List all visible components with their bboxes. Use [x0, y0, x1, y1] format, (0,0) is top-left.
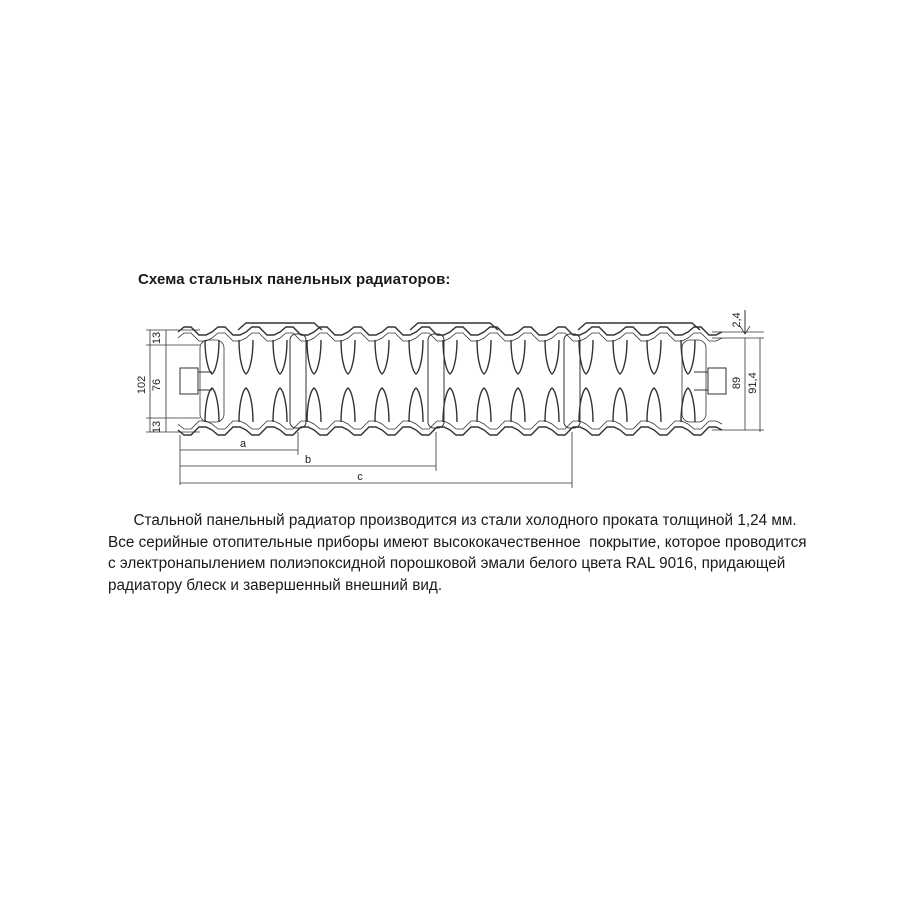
upper-channel — [511, 340, 525, 374]
dim-label-c: c — [357, 471, 363, 483]
lower-channel — [409, 388, 423, 422]
description-text — [108, 510, 828, 596]
lower-channel — [341, 388, 355, 422]
dim-label-height-91-4: 91,4 — [747, 372, 759, 394]
upper-channel — [341, 340, 355, 374]
upper-channel — [375, 340, 389, 374]
dim-label-height-89: 89 — [731, 376, 743, 390]
lower-channel — [205, 388, 219, 422]
left-end-cap — [200, 340, 224, 422]
collector-column — [290, 334, 306, 428]
upper-channel — [579, 340, 593, 374]
description-line: Стальной панельный радиатор производится из стали холодного проката толщиной 1,24 мм. — [108, 512, 797, 529]
lower-channel — [375, 388, 389, 422]
upper-channel — [443, 340, 457, 374]
lower-channel — [579, 388, 593, 422]
collector-column — [428, 334, 444, 428]
upper-channel — [647, 340, 661, 374]
description-line: с электронапылением полиэпоксидной порошковой эмали белого цвета RAL 9016, придающей — [108, 555, 786, 572]
dim-label-a: a — [239, 438, 247, 450]
lower-channel — [681, 388, 695, 422]
dim-label-top-right-2-4: 2,4 — [731, 312, 743, 328]
upper-channel — [681, 340, 695, 374]
radiator-profile — [178, 323, 726, 435]
left-pipe-connector — [180, 368, 198, 394]
lower-channel — [647, 388, 661, 422]
lower-channel — [239, 388, 253, 422]
lower-channel — [307, 388, 321, 422]
lower-channel — [545, 388, 559, 422]
upper-channel — [273, 340, 287, 374]
description-line: радиатору блеск и завершенный внешний вид. — [108, 576, 443, 594]
dim-label-top-left-13: 13 — [151, 331, 163, 345]
dim-label-height-102: 102 — [136, 375, 148, 395]
dim-line-c — [180, 432, 572, 488]
upper-channel — [613, 340, 627, 374]
upper-channel — [239, 340, 253, 374]
dim-label-height-76: 76 — [151, 378, 163, 392]
upper-channel — [205, 340, 219, 374]
lower-channel — [443, 388, 457, 422]
radiator-cross-section-drawing — [0, 300, 900, 500]
description-line: Все серийные отопительные приборы имеют высококачественное покрытие, которое проводится — [108, 533, 807, 551]
diagram-heading: Схема стальных панельных радиаторов: — [138, 271, 451, 288]
upper-channel — [477, 340, 491, 374]
dim-label-b: b — [304, 454, 312, 466]
collector-column — [564, 334, 580, 428]
upper-channel — [545, 340, 559, 374]
lower-channel — [511, 388, 525, 422]
upper-channel — [307, 340, 321, 374]
upper-channel — [409, 340, 423, 374]
lower-channel — [273, 388, 287, 422]
dim-label-bottom-left-13: 13 — [151, 420, 163, 434]
right-pipe-connector — [708, 368, 726, 394]
lower-channel — [477, 388, 491, 422]
lower-channel — [613, 388, 627, 422]
